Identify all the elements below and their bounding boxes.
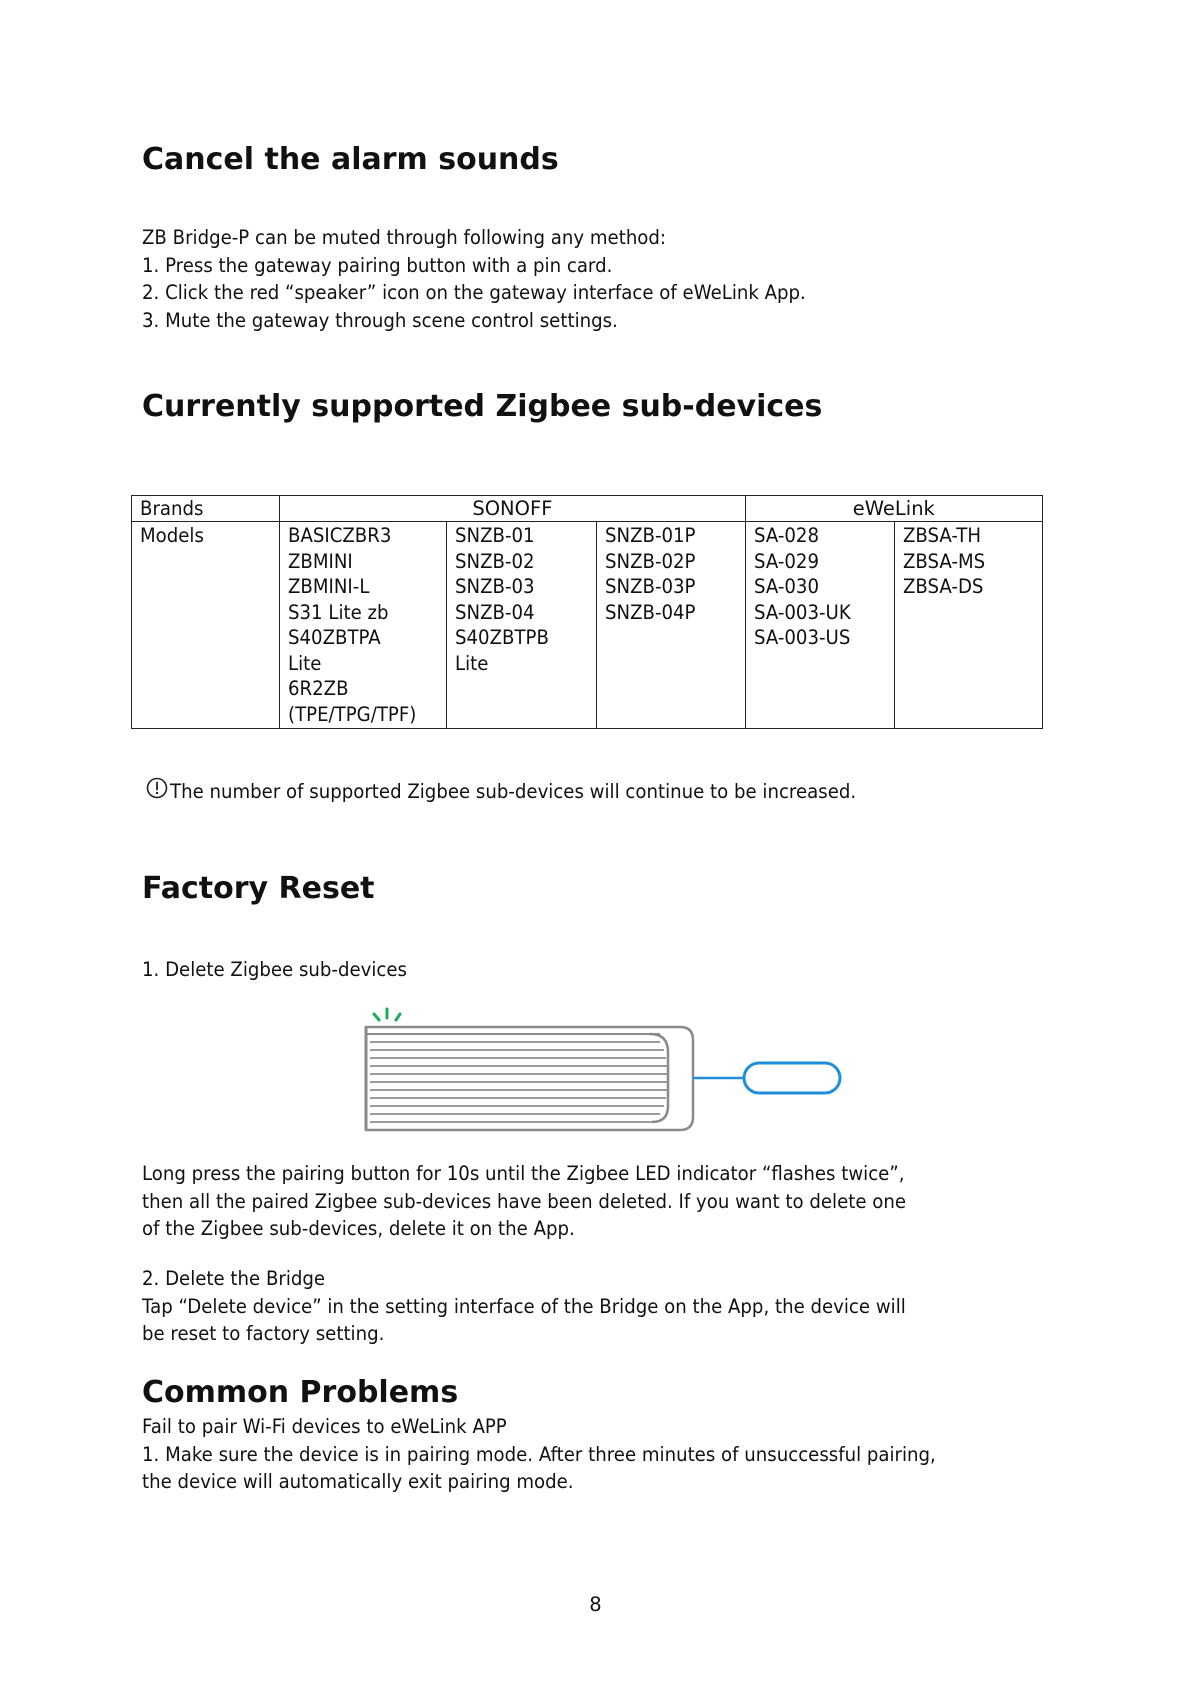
led-flash-icon [374,1009,400,1020]
heading-factory-reset: Factory Reset [142,871,375,906]
models-cell: ZBSA-TH ZBSA-MS ZBSA-DS [894,522,1042,729]
heading-cancel-alarm: Cancel the alarm sounds [142,142,559,177]
page-number: 8 [589,1593,602,1616]
cancel-alarm-line: 3. Mute the gateway through scene control settings. [142,308,618,332]
supported-note [146,772,908,803]
supported-note-text: The number of supported Zigbee sub-devices will continue to be increased. [170,780,857,803]
brand-ewelink-cell: eWeLink [745,496,1042,522]
bridge-body-icon [366,1027,693,1130]
factory-reset-step1-title: 1. Delete Zigbee sub-devices [142,958,408,981]
models-cell: BASICZBR3 ZBMINI ZBMINI-L S31 Lite zb S40ZBTPA Lite 6R2ZB (TPE/TPG/TPF) [280,522,447,729]
heading-supported-devices: Currently supported Zigbee sub-devices [142,389,823,424]
brand-sonoff-cell: SONOFF [280,496,746,522]
supported-devices-table [131,495,1043,729]
heading-common-problems: Common Problems [142,1375,459,1410]
cancel-alarm-line: 1. Press the gateway pairing button with a pin card. [142,253,613,277]
brands-label-cell: Brands [132,496,280,522]
cancel-alarm-text [142,224,806,334]
zb-bridge-device-illustration [360,1006,850,1148]
models-cell: SNZB-01 SNZB-02 SNZB-03 SNZB-04 S40ZBTPB Lite [447,522,597,729]
models-cell: SNZB-01P SNZB-02P SNZB-03P SNZB-04P [597,522,745,729]
factory-reset-step2-text: 2. Delete the Bridge Tap “Delete device” in the setting interface of the Bridge on the App, the device will be reset to factory setting. [142,1267,906,1345]
table-row [132,522,1043,729]
models-label-cell: Models [132,522,280,729]
models-cell: SA-028 SA-029 SA-030 SA-003-UK SA-003-US [745,522,894,729]
pairing-button-icon [693,1063,840,1093]
cancel-alarm-line: 2. Click the red “speaker” icon on the gateway interface of eWeLink App. [142,281,806,304]
common-problems-text: Fail to pair Wi-Fi devices to eWeLink APP 1. Make sure the device is in pairing mode. After three minutes of unsuccessful pairing, the device will automatically exit pairing mode. [142,1415,936,1493]
cancel-alarm-line: ZB Bridge-P can be muted through following any method: [142,226,667,249]
factory-reset-step1-text: Long press the pairing button for 10s until the Zigbee LED indicator “flashes twice”, then all the paired Zigbee sub-devices have been deleted. If you want to delete one of the Zigbee sub-devices, delete it on the App. [142,1162,907,1240]
table-row [132,496,1043,522]
exclamation-circle-icon [146,777,168,799]
